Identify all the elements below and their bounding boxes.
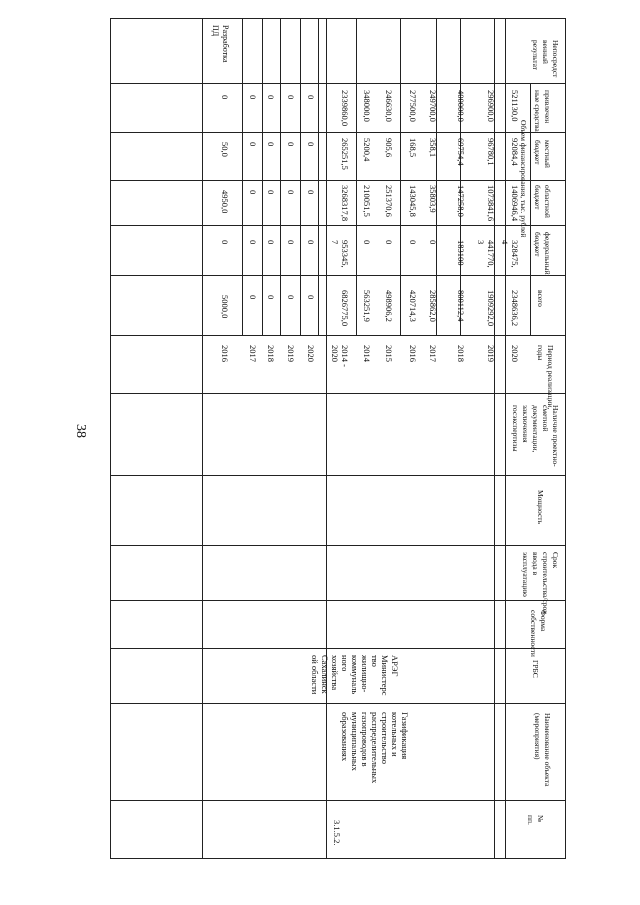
column-rule	[110, 703, 565, 704]
block2-local: 96780,1	[486, 138, 496, 166]
block2-federal: 183100	[456, 240, 466, 266]
block2-local: 905,6	[384, 138, 394, 158]
block2-number: 3.1.5.2.	[332, 820, 342, 846]
block1-attracted: 0	[220, 95, 230, 100]
block1-total: 0	[286, 295, 296, 300]
block2-attracted: 521130,0	[510, 90, 520, 122]
block2-federal: 0	[384, 240, 394, 245]
column-rule	[110, 275, 565, 276]
header-period: Период реализации, годы	[536, 345, 555, 410]
row-rule	[242, 18, 243, 335]
block2-federal: 328475, 4	[500, 240, 520, 268]
header-federal: федеральный бюджет	[533, 232, 552, 275]
block1-year: 2020	[306, 345, 316, 362]
block2-total: 498906,2	[384, 290, 394, 322]
block1-attracted: 0	[266, 95, 276, 100]
row-rule	[460, 18, 461, 335]
block1-total: 0	[306, 295, 316, 300]
header-local: местный бюджет	[533, 140, 552, 168]
block2-attracted: 348000,0	[362, 90, 372, 122]
block-rule	[494, 335, 495, 858]
block1-local: 0	[248, 142, 258, 147]
block2-local: 265251,5	[340, 138, 350, 170]
block1-regional: 4950,0	[220, 190, 230, 214]
block1-regional: 0	[306, 190, 316, 195]
block2-attracted: 296900,0	[486, 90, 496, 122]
header-regional: областной бюджет	[533, 185, 552, 218]
row-rule	[318, 18, 319, 335]
header-grbs: ГРБС	[531, 660, 540, 678]
block2-total: 563251,9	[362, 290, 372, 322]
row-rule	[494, 18, 495, 335]
row-rule	[400, 18, 401, 335]
block2-local: 69754,4	[456, 138, 466, 166]
block2-year: 2020	[510, 345, 520, 362]
block2-attracted: 2339860,0	[340, 90, 350, 127]
block1-federal: 0	[266, 240, 276, 245]
column-rule	[110, 475, 565, 476]
table-border-top	[110, 18, 565, 19]
block2-local: 358,1	[428, 138, 438, 158]
block2-year: 2019	[486, 345, 496, 362]
block2-regional: 251370,6	[384, 185, 394, 217]
header-ownership: Форма собственности	[529, 610, 548, 657]
block1-federal: 0	[286, 240, 296, 245]
header-docs: Наличие проектно- сметной документации, заключения госэкспертизы	[511, 405, 560, 467]
row-rule	[300, 18, 301, 335]
block1-federal: 0	[248, 240, 258, 245]
block1-attracted: 0	[306, 95, 316, 100]
block2-total: 420714,3	[408, 290, 418, 322]
header-funding: Объем финансирования, тыс. рублей	[519, 120, 528, 238]
column-rule	[110, 132, 565, 133]
column-rule	[110, 335, 565, 336]
block1-year: 2016	[220, 345, 230, 362]
block-rule	[326, 18, 327, 858]
block1-total: 5000,0	[220, 295, 230, 319]
block2-year: 2018	[456, 345, 466, 362]
block2-year: 2014 - 2020	[330, 345, 350, 367]
block1-local: 0	[306, 142, 316, 147]
block2-regional: 1406946,4	[510, 185, 520, 222]
block2-local: 5200,4	[362, 138, 372, 162]
header-no: № пп.	[526, 815, 545, 825]
header-name: Наименование объекта (мероприятия)	[533, 713, 552, 787]
column-rule	[110, 83, 565, 84]
block1-regional: 0	[286, 190, 296, 195]
block2-regional: 210051,5	[362, 185, 372, 217]
column-rule	[110, 800, 565, 801]
block1-local: 0	[266, 142, 276, 147]
block2-grbs: АРЭГ Министерс тво жилищно- коммуналь ного хозяйства Сахалинск ой области	[310, 655, 400, 696]
block2-total: 1909292,0	[486, 290, 496, 327]
block1-local: 50,0	[220, 142, 230, 157]
block2-federal: 953345, 7	[330, 240, 350, 268]
block1-year: 2017	[248, 345, 258, 362]
funding-header-rule	[530, 83, 531, 335]
block1-attracted: 0	[248, 95, 258, 100]
block1-result: Разработка ПД	[211, 25, 230, 63]
block1-regional: 0	[266, 190, 276, 195]
block2-regional: 35803,9	[428, 185, 438, 213]
block2-regional: 3268317,8	[340, 185, 350, 222]
block2-regional: 1073841,6	[486, 185, 496, 222]
block2-year: 2015	[384, 345, 394, 362]
block1-regional: 0	[248, 190, 258, 195]
header-capacity: Мощность	[536, 490, 545, 524]
block1-total: 0	[266, 295, 276, 300]
row-rule	[436, 18, 437, 335]
column-rule	[110, 545, 565, 546]
block2-federal: 441770, 3	[476, 240, 496, 268]
block1-year: 2018	[266, 345, 276, 362]
block2-total: 285862,0	[428, 290, 438, 322]
block2-name: Газификация котельных и строительство распределительных газопроводов в муниципальных образованиях	[340, 712, 410, 784]
block2-regional: 143045,8	[408, 185, 418, 217]
block2-total: 6826775,0	[340, 290, 350, 327]
column-rule	[110, 225, 565, 226]
block2-total: 2348636,2	[510, 290, 520, 327]
block2-attracted: 246630,0	[384, 90, 394, 122]
row-rule	[262, 18, 263, 335]
table-border-left	[110, 18, 111, 858]
column-rule	[110, 648, 565, 649]
header-attracted: привлечен ные средства	[533, 90, 552, 132]
block1-total: 0	[248, 295, 258, 300]
row-rule	[280, 18, 281, 335]
row-rule	[356, 18, 357, 335]
block2-federal: 0	[362, 240, 372, 245]
column-rule	[110, 393, 565, 394]
block2-attracted: 277500,0	[408, 90, 418, 122]
block2-year: 2014	[362, 345, 372, 362]
block1-local: 0	[286, 142, 296, 147]
block2-attracted: 249700,0	[428, 90, 438, 122]
header-term: Срок строительства/срок ввода в эксплуатацию	[521, 552, 560, 614]
column-rule	[110, 600, 565, 601]
block2-federal: 0	[408, 240, 418, 245]
table-border-right	[565, 18, 566, 859]
header-result: Непосредст венный результат	[531, 40, 560, 78]
block1-attracted: 0	[286, 95, 296, 100]
block2-attracted: 400000,0	[456, 90, 466, 122]
block2-year: 2016	[408, 345, 418, 362]
page-number: 38	[73, 424, 88, 438]
header-rule	[505, 18, 506, 858]
block2-regional: 147258,0	[456, 185, 466, 217]
block1-year: 2019	[286, 345, 296, 362]
block2-year: 2017	[428, 345, 438, 362]
column-rule	[110, 180, 565, 181]
block-rule	[202, 18, 203, 858]
block2-total: 800112,4	[456, 290, 466, 322]
block1-federal: 0	[220, 240, 230, 245]
block2-federal: 0	[428, 240, 438, 245]
header-total: всего	[536, 290, 545, 307]
block2-local: 168,5	[408, 138, 418, 158]
block2-local: 92084,4	[510, 138, 520, 166]
table-border-bottom	[110, 858, 565, 859]
block1-federal: 0	[306, 240, 316, 245]
